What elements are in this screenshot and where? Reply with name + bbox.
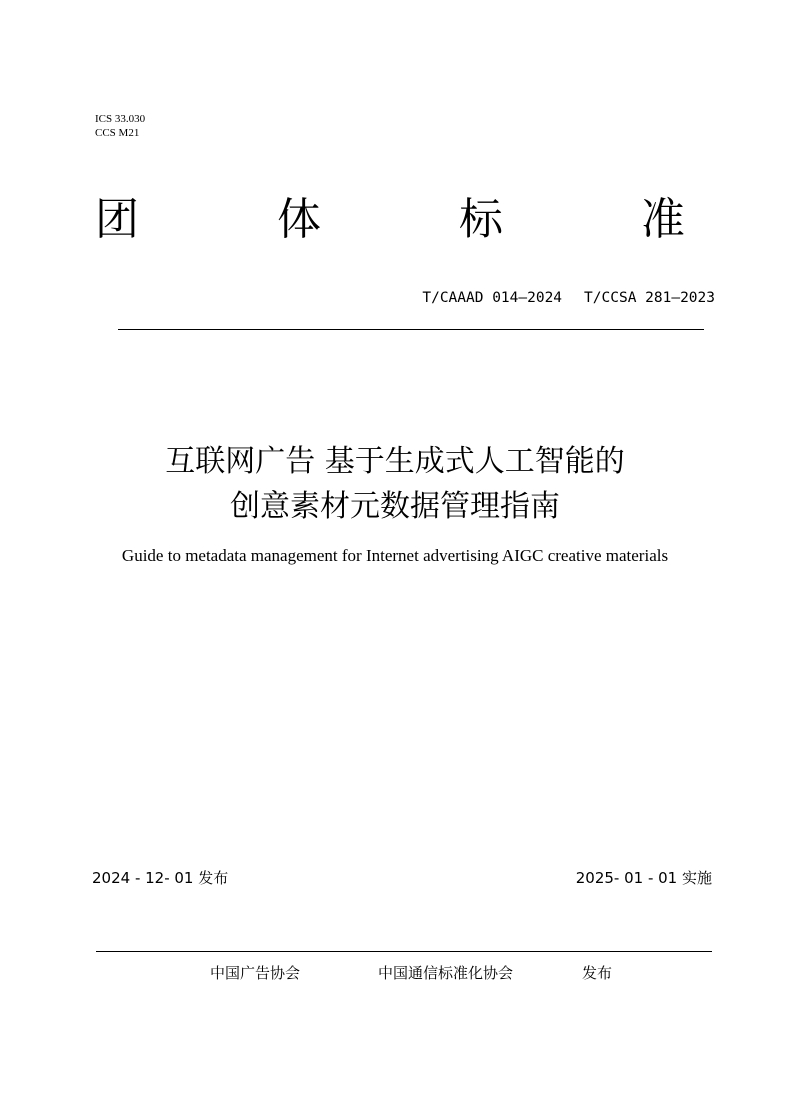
ccs-code: CCS M21 (95, 127, 140, 139)
title-cn-line-1: 互联网广告 基于生成式人工智能的 (165, 444, 625, 479)
publisher-1: 中国广告协会 (210, 964, 301, 982)
doc-type-char-4: 准 (641, 194, 685, 245)
standard-number-caaad: T/CAAAD 014—2024 (422, 290, 563, 306)
document-type-heading (95, 190, 685, 250)
doc-type-char-2: 体 (277, 194, 321, 245)
publish-date: 2024 - 12- 01 发布 (92, 869, 229, 887)
doc-type-char-1: 团 (95, 194, 139, 245)
standard-number-ccsa: T/CCSA 281—2023 (584, 290, 715, 306)
title-cn-line-2: 创意素材元数据管理指南 (230, 489, 560, 524)
ics-code: ICS 33.030 (95, 113, 146, 125)
standard-numbers (380, 288, 715, 308)
publisher-2: 中国通信标准化协会 (378, 964, 514, 982)
publish-action: 发布 (582, 964, 613, 982)
doc-type-char-3: 标 (459, 194, 503, 245)
bottom-divider (96, 951, 712, 952)
effective-date: 2025- 01 - 01 实施 (575, 869, 712, 887)
publisher-row (0, 962, 790, 984)
top-divider (118, 329, 704, 330)
title-en: Guide to metadata management for Internet advertising AIGC creative materials (121, 546, 669, 565)
